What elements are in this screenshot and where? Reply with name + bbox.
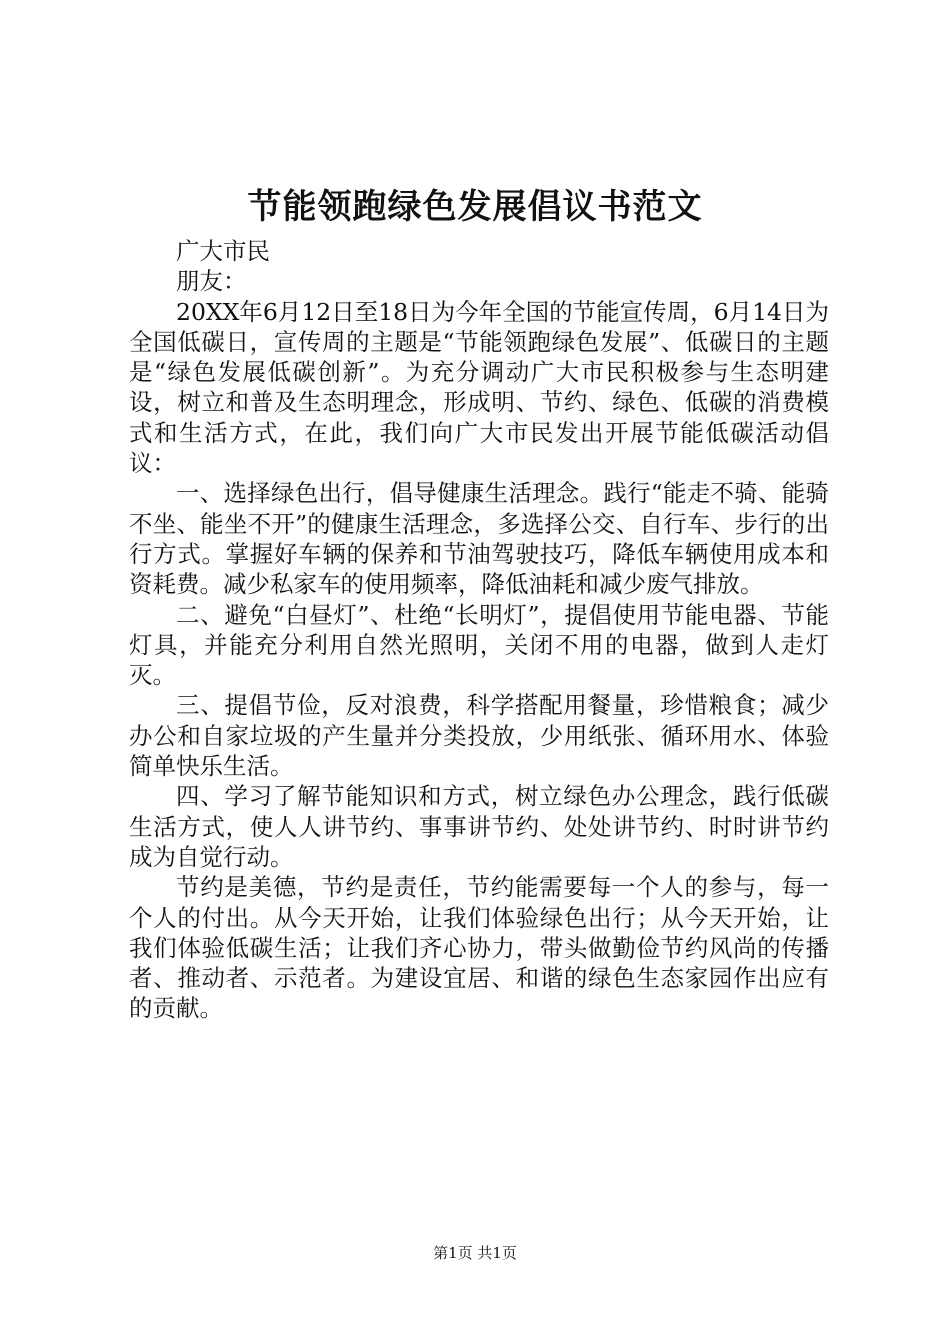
document-title: 节能领跑绿色发展倡议书范文: [247, 187, 703, 227]
paragraph-point-3: 三、提倡节俭，反对浪费，科学搭配用餐量，珍惜粮食；减少办公和自家垃圾的产生量并分类投放，少用纸张、循环用水、体验简单快乐生活。: [129, 691, 829, 781]
paragraph-intro: 20XX年6月12日至18日为今年全国的节能宣传周，6月14日为全国低碳日，宣传周的主题是“节能领跑绿色发展”、低碳日的主题是“绿色发展低碳创新”。为充分调动广大市民积极参与生态明建设，树立和普及生态明理念，形成明、节约、绿色、低碳的消费模式和生活方式，在此，我们向广大市民发出开展节能低碳活动倡议：: [129, 297, 829, 478]
salutation-line-1: 广大市民: [176, 237, 270, 265]
paragraph-point-2: 二、避免“白昼灯”、杜绝“长明灯”，提倡使用节能电器、节能灯具，并能充分利用自然光照明，关闭不用的电器，做到人走灯灭。: [129, 600, 829, 690]
salutation-line-2: 朋友：: [176, 267, 247, 296]
paragraph-closing: 节约是美德，节约是责任，节约能需要每一个人的参与，每一个人的付出。从今天开始，让我们体验绿色出行；从今天开始，让我们体验低碳生活；让我们齐心协力，带头做勤俭节约风尚的传播者、推动者、示范者。为建设宜居、和谐的绿色生态家园作出应有的贡献。: [129, 873, 829, 1023]
page-number-footer: 第1页 共1页: [433, 1244, 517, 1262]
paragraph-point-4: 四、学习了解节能知识和方式，树立绿色办公理念，践行低碳生活方式，使人人讲节约、事事讲节约、处处讲节约、时时讲节约成为自觉行动。: [129, 782, 829, 871]
document-body: [129, 236, 829, 1024]
paragraph-point-1: 一、选择绿色出行，倡导健康生活理念。践行“能走不骑、能骑不坐、能坐不开”的健康生活理念，多选择公交、自行车、步行的出行方式。掌握好车辆的保养和节油驾驶技巧，降低车辆使用成本和资耗费。减少私家车的使用频率，降低油耗和减少废气排放。: [129, 479, 829, 599]
